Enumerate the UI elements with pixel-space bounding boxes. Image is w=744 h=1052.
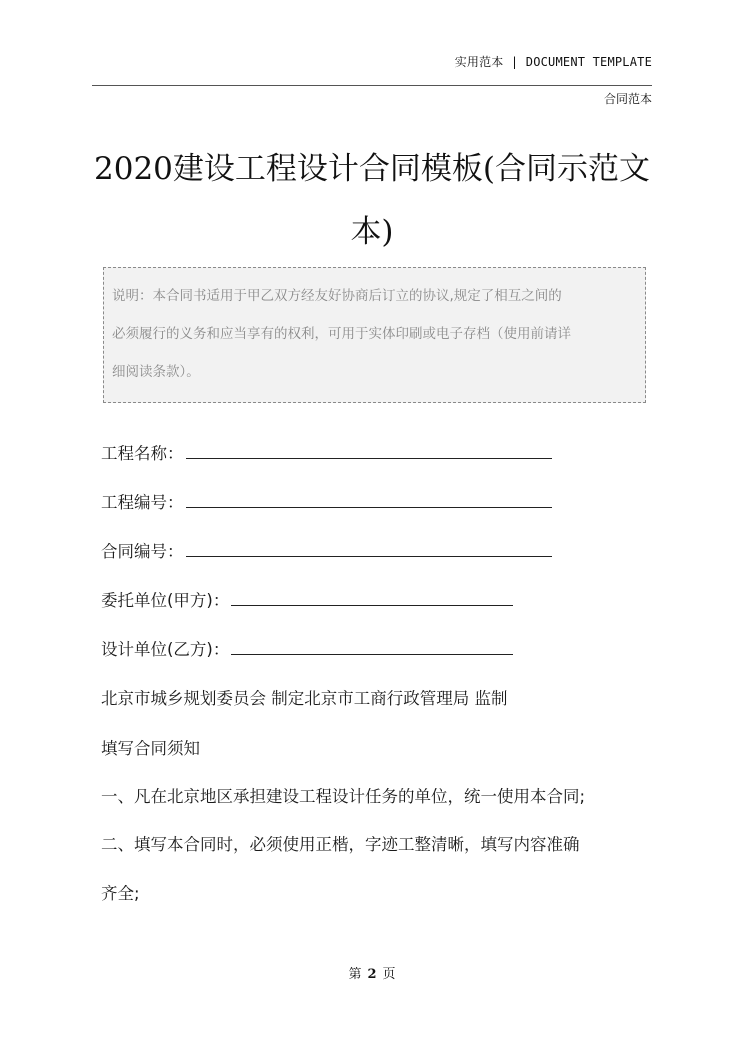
usage-note-line-3: 细阅读条款）。	[112, 364, 200, 380]
field-label: 工程名称：	[101, 444, 184, 464]
header-divider	[92, 85, 652, 86]
field-project-number	[101, 489, 552, 513]
usage-note-line-2: 必须履行的义务和应当享有的权利，可用于实体印刷或电子存档（使用前请详	[112, 326, 571, 342]
field-label: 委托单位(甲方)：	[101, 591, 230, 611]
header-category-label: 合同范本	[603, 92, 652, 106]
page-suffix: 页	[382, 967, 396, 982]
usage-note-box	[103, 267, 646, 403]
project-name-blank[interactable]	[186, 440, 552, 459]
field-label: 设计单位(乙方)：	[101, 640, 230, 660]
notice-heading: 填写合同须知	[101, 739, 200, 758]
field-client-party-a	[101, 587, 513, 611]
client-party-a-blank[interactable]	[231, 587, 513, 606]
page-number-value: 2	[367, 967, 377, 982]
contract-number-blank[interactable]	[186, 538, 552, 557]
field-label: 合同编号：	[101, 542, 184, 562]
field-designer-party-b	[101, 636, 513, 660]
header-document-template-label: 实用范本 | DOCUMENT TEMPLATE	[454, 55, 652, 69]
field-project-name	[101, 440, 552, 464]
document-title-line-1: 2020建设工程设计合同模板(合同示范文	[94, 151, 650, 187]
project-number-blank[interactable]	[186, 489, 552, 508]
issuer-line: 北京市城乡规划委员会 制定北京市工商行政管理局 监制	[101, 689, 508, 708]
usage-note-line-1: 说明：本合同书适用于甲乙双方经友好协商后订立的协议,规定了相互之间的	[112, 288, 562, 304]
page-prefix: 第	[348, 967, 362, 982]
rule-1: 一、凡在北京地区承担建设工程设计任务的单位，统一使用本合同;	[101, 787, 586, 806]
document-title	[92, 138, 652, 264]
document-title-line-2: 本)	[350, 214, 394, 250]
page-number	[0, 963, 744, 982]
field-label: 工程编号：	[101, 493, 184, 513]
rule-2-line-2: 齐全;	[101, 884, 140, 903]
field-contract-number	[101, 538, 552, 562]
rule-2-line-1: 二、填写本合同时，必须使用正楷，字迹工整清晰，填写内容准确	[101, 835, 580, 854]
designer-party-b-blank[interactable]	[231, 636, 513, 655]
